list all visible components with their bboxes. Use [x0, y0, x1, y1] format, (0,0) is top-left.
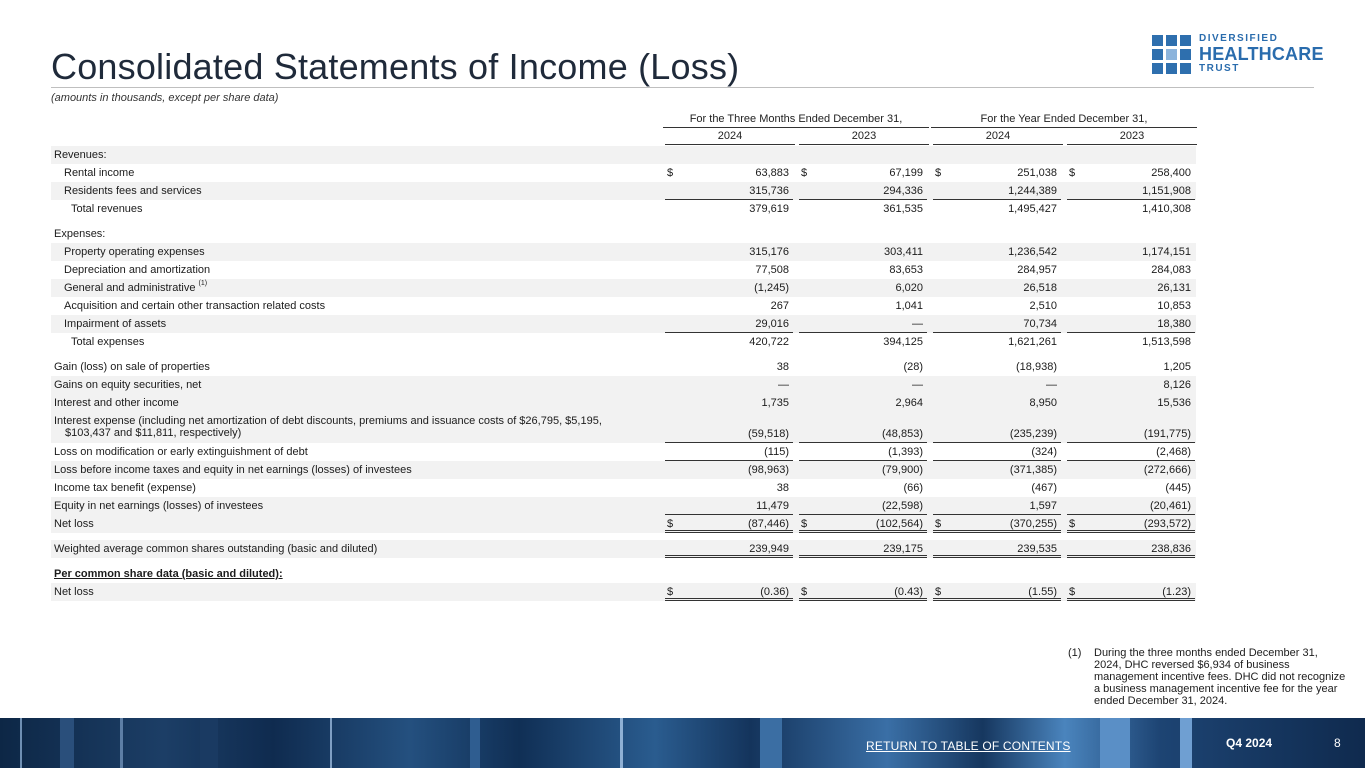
cell-value: (87,446) — [748, 518, 789, 530]
cell-value: — — [778, 379, 789, 391]
cell-value: (102,564) — [875, 518, 923, 530]
table-cell — [799, 497, 927, 515]
table-cell — [665, 200, 793, 218]
cell-value: — — [912, 318, 923, 330]
table-cell — [933, 515, 1061, 533]
row-label: Acquisition and certain other transaction related costs — [64, 300, 326, 312]
row-label: Loss before income taxes and equity in net earnings (losses) of investees — [54, 464, 412, 476]
table-cell — [1067, 279, 1195, 297]
table-cell — [665, 443, 793, 461]
logo-mark-icon — [1152, 35, 1191, 74]
currency-symbol: $ — [1069, 586, 1076, 598]
table-cell — [665, 376, 793, 394]
table-cell — [933, 394, 1061, 412]
table-cell — [1067, 376, 1195, 394]
cell-value: (48,853) — [882, 428, 923, 440]
table-cell — [665, 182, 793, 200]
table-cell — [1067, 540, 1195, 558]
cell-value: 239,949 — [749, 543, 789, 555]
cell-value: (79,900) — [882, 464, 923, 476]
row-label: Equity in net earnings (losses) of investees — [54, 500, 264, 512]
group-header-year: For the Year Ended December 31, — [980, 113, 1148, 125]
table-cell — [665, 583, 793, 601]
row-label: Net loss — [54, 518, 94, 530]
table-cell — [933, 297, 1061, 315]
table-cell — [933, 425, 1061, 443]
table-cell — [933, 540, 1061, 558]
table-cell — [933, 261, 1061, 279]
cell-value: 379,619 — [749, 203, 789, 215]
table-row — [51, 376, 1196, 394]
table-row — [51, 540, 1196, 558]
cell-value: 1,513,598 — [1142, 336, 1191, 348]
row-label: Residents fees and services — [64, 185, 202, 197]
cell-value: (445) — [1165, 482, 1191, 494]
currency-symbol: $ — [935, 518, 942, 530]
currency-symbol: $ — [667, 518, 674, 530]
cell-value: 6,020 — [895, 282, 923, 294]
cell-value: 303,411 — [884, 246, 923, 258]
cell-value: 1,205 — [1163, 361, 1191, 373]
row-label: Revenues: — [54, 149, 107, 161]
logo-line2: HEALTHCARE — [1199, 44, 1324, 64]
table-row — [51, 200, 1196, 218]
table-cell — [799, 261, 927, 279]
cell-value: 83,653 — [889, 264, 923, 276]
cell-value: (59,518) — [748, 428, 789, 440]
cell-value: 38 — [776, 482, 789, 494]
cell-value: (1,245) — [754, 282, 789, 294]
cell-value: 315,176 — [749, 246, 789, 258]
page-subtitle: (amounts in thousands, except per share data) — [51, 92, 279, 104]
row-label: Expenses: — [54, 228, 106, 240]
table-cell — [799, 333, 927, 351]
table-cell — [1067, 515, 1195, 533]
row-label: Property operating expenses — [64, 246, 205, 258]
row-label: Gain (loss) on sale of properties — [54, 361, 210, 373]
cell-value: 38 — [776, 361, 789, 373]
table-cell — [665, 164, 793, 182]
cell-value: (1.23) — [1162, 586, 1191, 598]
table-cell — [665, 515, 793, 533]
table-cell — [933, 243, 1061, 261]
cell-value: 251,038 — [1017, 167, 1057, 179]
cell-value: (66) — [903, 482, 923, 494]
table-cell — [799, 200, 927, 218]
table-cell — [799, 443, 927, 461]
table-cell — [933, 461, 1061, 479]
table-cell — [933, 279, 1061, 297]
table-cell — [933, 583, 1061, 601]
table-cell — [1067, 182, 1195, 200]
table-cell — [933, 182, 1061, 200]
cell-value: (28) — [903, 361, 923, 373]
table-cell — [1067, 164, 1195, 182]
cell-value: (191,775) — [1143, 428, 1191, 440]
table-cell — [799, 164, 927, 182]
footnote — [1068, 647, 1348, 707]
year-header: 2023 — [1067, 130, 1197, 145]
cell-value: 67,199 — [889, 167, 923, 179]
cell-value: 1,236,542 — [1008, 246, 1057, 258]
table-cell — [799, 358, 927, 376]
table-cell — [799, 279, 927, 297]
cell-value: 11,479 — [756, 500, 789, 512]
table-cell — [933, 376, 1061, 394]
year-header: 2023 — [799, 130, 929, 145]
currency-symbol: $ — [1069, 167, 1076, 179]
cell-value: 8,950 — [1029, 397, 1057, 409]
row-label: Per common share data (basic and diluted): — [54, 568, 283, 580]
table-row — [51, 333, 1196, 351]
table-cell — [1067, 315, 1195, 333]
currency-symbol: $ — [935, 167, 942, 179]
table-cell — [1067, 479, 1195, 497]
currency-symbol: $ — [667, 586, 674, 598]
cell-value: (272,666) — [1143, 464, 1191, 476]
table-year-header — [51, 128, 1196, 146]
table-cell — [933, 479, 1061, 497]
footer-banner — [0, 718, 1365, 768]
cell-value: (235,239) — [1009, 428, 1057, 440]
group-header-three-months: For the Three Months Ended December 31, — [689, 113, 903, 125]
cell-value: 1,174,151 — [1142, 246, 1191, 258]
table-cell — [1067, 394, 1195, 412]
cell-value: (370,255) — [1009, 518, 1057, 530]
table-row — [51, 182, 1196, 200]
table-row — [51, 358, 1196, 376]
cell-value: 1,495,427 — [1008, 203, 1057, 215]
table-cell — [1067, 443, 1195, 461]
table-cell — [799, 297, 927, 315]
table-group-header — [51, 110, 1196, 128]
cell-value: 70,734 — [1023, 318, 1057, 330]
table-row — [51, 164, 1196, 182]
footnote-marker: (1) — [1068, 647, 1082, 659]
cell-value: (2,468) — [1156, 446, 1191, 458]
cell-value: 1,041 — [895, 300, 923, 312]
row-label: General and administrative $^{(1)}$ — [64, 280, 208, 294]
row-label: Gains on equity securities, net — [54, 379, 202, 391]
cell-value: 1,244,389 — [1008, 185, 1057, 197]
row-label: Weighted average common shares outstanding (basic and diluted) — [54, 543, 378, 555]
table-row — [51, 497, 1196, 515]
table-row — [51, 279, 1196, 297]
table-cell — [665, 425, 793, 443]
table-cell — [933, 200, 1061, 218]
table-cell — [1067, 261, 1195, 279]
cell-value: 63,883 — [755, 167, 789, 179]
cell-value: (18,938) — [1016, 361, 1057, 373]
table-cell — [799, 376, 927, 394]
table-row — [51, 565, 1196, 583]
table-cell — [799, 540, 927, 558]
table-cell — [665, 279, 793, 297]
table-cell — [799, 315, 927, 333]
table-cell — [799, 583, 927, 601]
currency-symbol: $ — [801, 586, 808, 598]
cell-value: 239,175 — [883, 543, 923, 555]
cell-value: (324) — [1031, 446, 1057, 458]
cell-value: 267 — [770, 300, 789, 312]
table-cell — [799, 425, 927, 443]
cell-value: (293,572) — [1143, 518, 1191, 530]
table-cell — [799, 461, 927, 479]
table-row — [51, 461, 1196, 479]
table-cell — [799, 515, 927, 533]
table-row — [51, 583, 1196, 601]
cell-value: 2,510 — [1029, 300, 1057, 312]
row-label: Interest expense (including net amortization of debt discounts, premiums and issuance costs of $26,795, $5,195, $103,437 and $11,811, respectively) — [54, 415, 602, 439]
cell-value: 1,151,908 — [1142, 185, 1191, 197]
table-row — [51, 297, 1196, 315]
cell-value: 239,535 — [1017, 543, 1057, 555]
table-cell — [665, 497, 793, 515]
cell-value: (22,598) — [882, 500, 923, 512]
table-row — [51, 394, 1196, 412]
table-cell — [799, 394, 927, 412]
table-cell — [933, 315, 1061, 333]
table-row — [51, 479, 1196, 497]
title-divider — [51, 87, 1314, 88]
logo-line1: DIVERSIFIED — [1199, 33, 1279, 44]
cell-value: 77,508 — [755, 264, 789, 276]
cell-value: (20,461) — [1150, 500, 1191, 512]
table-cell — [665, 243, 793, 261]
cell-value: 284,083 — [1151, 264, 1191, 276]
table-cell — [665, 358, 793, 376]
table-cell — [665, 479, 793, 497]
row-label: Rental income — [64, 167, 135, 179]
cell-value: (0.36) — [760, 586, 789, 598]
table-cell — [933, 333, 1061, 351]
footnote-text: During the three months ended December 31, 2024, DHC reversed $6,934 of business management incentive fees. DHC did not recognize a business management incentive fee for the year ended December 31, 2024. — [1094, 647, 1346, 707]
cell-value: (115) — [764, 446, 789, 458]
cell-value: 8,126 — [1163, 379, 1191, 391]
table-body — [51, 146, 1196, 601]
cell-value: 26,518 — [1023, 282, 1057, 294]
cell-value: (467) — [1031, 482, 1057, 494]
return-to-toc-link[interactable]: RETURN TO TABLE OF CONTENTS — [866, 739, 1071, 753]
table-cell — [665, 461, 793, 479]
cell-value: 361,535 — [883, 203, 923, 215]
table-cell — [1067, 297, 1195, 315]
table-cell — [933, 497, 1061, 515]
cell-value: 10,853 — [1157, 300, 1191, 312]
cell-value: 18,380 — [1157, 318, 1191, 330]
cell-value: 315,736 — [749, 185, 789, 197]
row-label: Depreciation and amortization — [64, 264, 211, 276]
cell-value: 2,964 — [895, 397, 923, 409]
cell-value: (0.43) — [894, 586, 923, 598]
table-cell — [1067, 200, 1195, 218]
cell-value: 1,621,261 — [1008, 336, 1057, 348]
table-cell — [933, 358, 1061, 376]
company-logo — [1152, 34, 1324, 74]
table-cell — [1067, 333, 1195, 351]
table-cell — [799, 479, 927, 497]
table-cell — [1067, 358, 1195, 376]
cell-value: 420,722 — [749, 336, 789, 348]
table-cell — [799, 182, 927, 200]
table-row — [51, 412, 1196, 443]
row-label: Income tax benefit (expense) — [54, 482, 196, 494]
cell-value: 1,597 — [1029, 500, 1057, 512]
cell-value: (371,385) — [1009, 464, 1057, 476]
table-cell — [1067, 425, 1195, 443]
currency-symbol: $ — [801, 518, 808, 530]
logo-line3: TRUST — [1199, 63, 1240, 74]
table-cell — [1067, 497, 1195, 515]
cell-value: (98,963) — [748, 464, 789, 476]
income-statement-table — [51, 110, 1196, 601]
cell-value: 394,125 — [883, 336, 923, 348]
table-row — [51, 225, 1196, 243]
year-header: 2024 — [933, 130, 1063, 145]
footer-quarter: Q4 2024 — [1226, 736, 1273, 750]
currency-symbol: $ — [1069, 518, 1076, 530]
cell-value: 29,016 — [755, 318, 789, 330]
table-cell — [665, 315, 793, 333]
cell-value: 258,400 — [1151, 167, 1191, 179]
row-label: Total expenses — [71, 336, 145, 348]
table-cell — [1067, 583, 1195, 601]
table-cell — [665, 333, 793, 351]
row-label: Net loss — [54, 586, 94, 598]
table-row — [51, 243, 1196, 261]
cell-value: — — [912, 379, 923, 391]
currency-symbol: $ — [667, 167, 674, 179]
page-number: 8 — [1334, 736, 1341, 750]
table-cell — [665, 261, 793, 279]
currency-symbol: $ — [935, 586, 942, 598]
row-label: Total revenues — [71, 203, 143, 215]
cell-value: 1,410,308 — [1142, 203, 1191, 215]
row-label: Impairment of assets — [64, 318, 167, 330]
table-cell — [933, 164, 1061, 182]
row-label: Loss on modification or early extinguishment of debt — [54, 446, 308, 458]
cell-value: 15,536 — [1157, 397, 1191, 409]
table-cell — [1067, 461, 1195, 479]
footnote-reference: (1) — [198, 280, 208, 287]
table-cell — [665, 297, 793, 315]
cell-value: (1,393) — [888, 446, 923, 458]
cell-value: 284,957 — [1017, 264, 1057, 276]
table-row — [51, 315, 1196, 333]
table-cell — [665, 394, 793, 412]
cell-value: 238,836 — [1151, 543, 1191, 555]
table-cell — [665, 540, 793, 558]
year-header: 2024 — [665, 130, 795, 145]
table-row — [51, 146, 1196, 164]
table-row — [51, 515, 1196, 533]
cell-value: 294,336 — [883, 185, 923, 197]
table-row — [51, 261, 1196, 279]
currency-symbol: $ — [801, 167, 808, 179]
table-cell — [1067, 243, 1195, 261]
table-cell — [933, 443, 1061, 461]
cell-value: 1,735 — [761, 397, 789, 409]
cell-value: (1.55) — [1028, 586, 1057, 598]
table-cell — [799, 243, 927, 261]
cell-value: — — [1046, 379, 1057, 391]
table-row — [51, 443, 1196, 461]
page-title: Consolidated Statements of Income (Loss) — [51, 46, 740, 87]
cell-value: 26,131 — [1157, 282, 1191, 294]
row-label: Interest and other income — [54, 397, 179, 409]
